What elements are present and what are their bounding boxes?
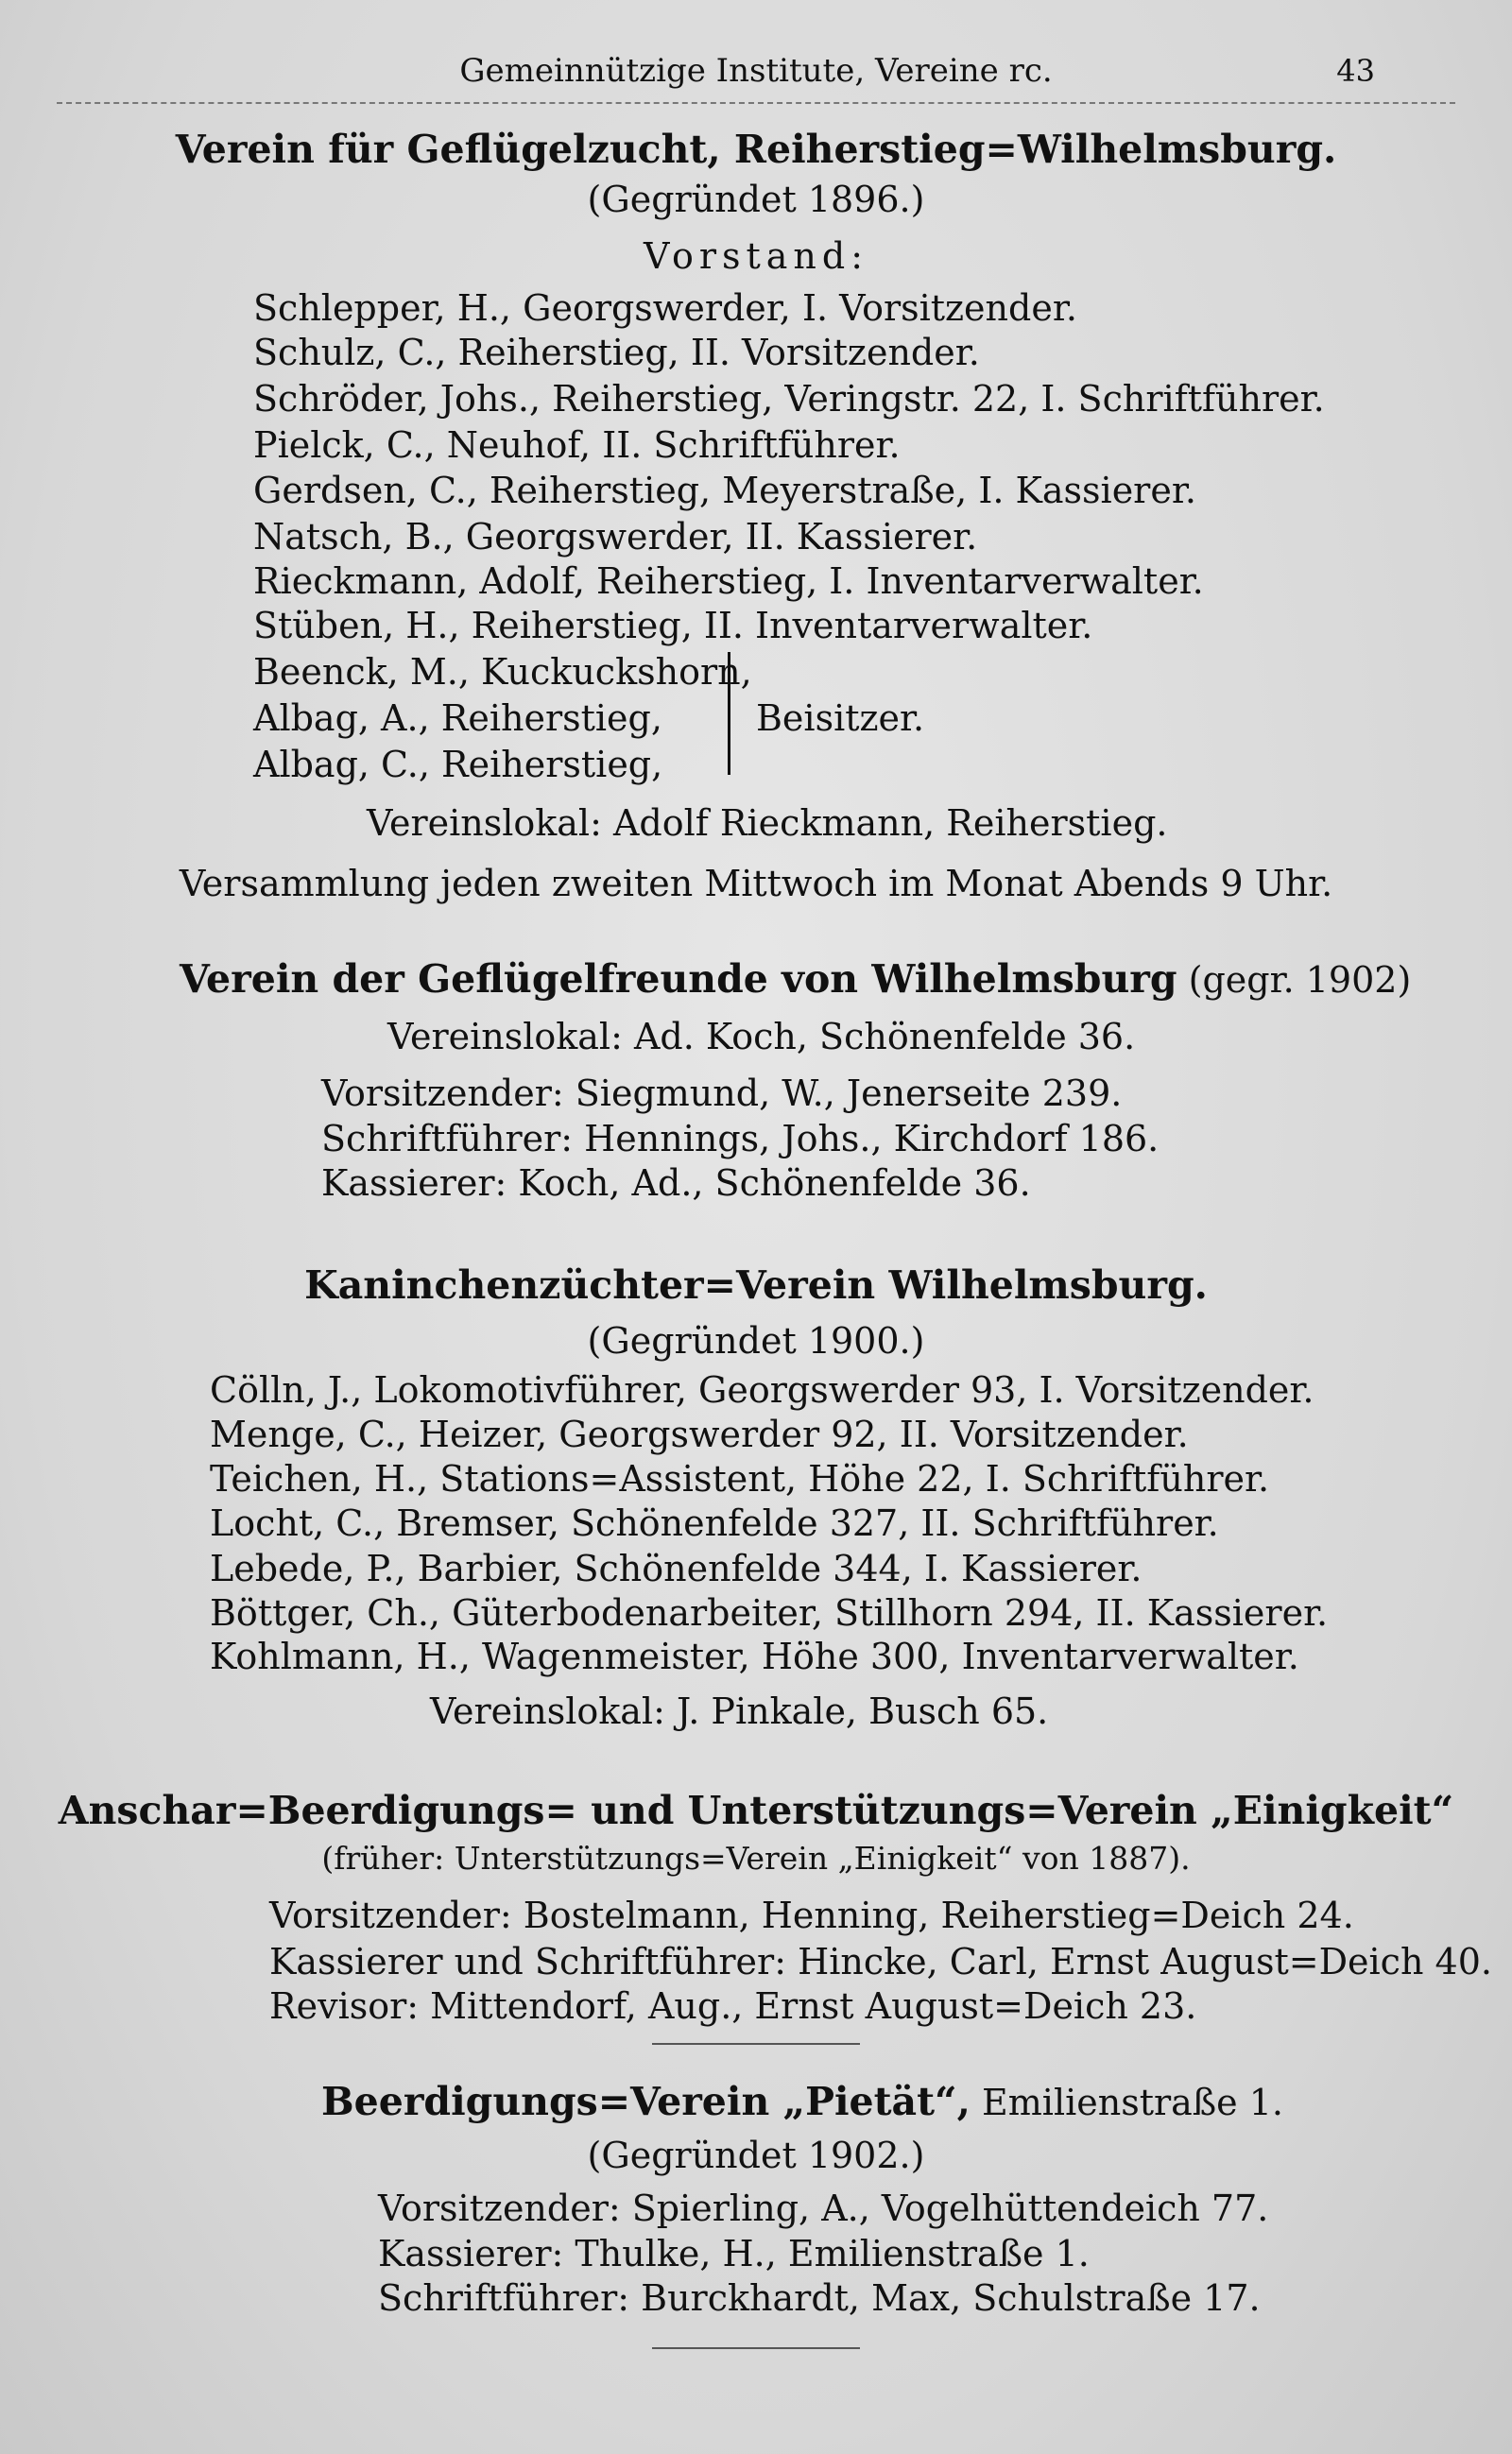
member-line: Schröder, Johs., Reiherstieg, Veringstr. 22, I. Schriftführer. bbox=[253, 378, 1325, 420]
section-title-suffix: Emilienstraße 1. bbox=[982, 2082, 1284, 2123]
section-founded: (Gegründet 1900.) bbox=[587, 1320, 925, 1362]
member-line: Cölln, J., Lokomotivführer, Georgswerder 93, I. Vorsitzender. bbox=[210, 1369, 1314, 1411]
header-rule bbox=[57, 102, 1455, 104]
officer-line: Vorsitzender: Spierling, A., Vogelhüttendeich 77. bbox=[378, 2188, 1269, 2229]
member-line: Rieckmann, Adolf, Reiherstieg, I. Inventarverwalter. bbox=[253, 560, 1204, 602]
member-line: Stüben, H., Reiherstieg, II. Inventarverwalter. bbox=[253, 605, 1093, 646]
section-founded: (Gegründet 1902.) bbox=[587, 2135, 925, 2176]
member-line: Teichen, H., Stations=Assistent, Höhe 22, I. Schriftführer. bbox=[210, 1458, 1270, 1500]
officer-line: Kassierer: Koch, Ad., Schönenfelde 36. bbox=[321, 1162, 1031, 1204]
section-founded: (gegr. 1902) bbox=[1188, 959, 1412, 1001]
section-title-einigkeit: Anschar=Beerdigungs= und Unterstützungs=Verein „Einigkeit“ bbox=[58, 1788, 1454, 1833]
member-line: Kohlmann, H., Wagenmeister, Höhe 300, Inventarverwalter. bbox=[210, 1636, 1299, 1677]
assessors-label: Beisitzer. bbox=[756, 697, 925, 739]
assessor-line: Beenck, M., Kuckuckshorn, bbox=[253, 651, 752, 693]
member-line: Natsch, B., Georgswerder, II. Kassierer. bbox=[253, 516, 978, 558]
board-heading: Vorstand: bbox=[643, 235, 869, 277]
section-title-kaninchen: Kaninchenzüchter=Verein Wilhelmsburg. bbox=[304, 1262, 1208, 1308]
venue-line: Vereinslokal: J. Pinkale, Busch 65. bbox=[430, 1690, 1049, 1732]
officer-line: Schriftführer: Burckhardt, Max, Schulstraße 17. bbox=[378, 2277, 1261, 2319]
section-title-pietaet bbox=[321, 2079, 1284, 2124]
assessor-line: Albag, C., Reiherstieg, bbox=[253, 744, 663, 785]
assessor-line: Albag, A., Reiherstieg, bbox=[253, 697, 662, 739]
member-line: Lebede, P., Barbier, Schönenfelde 344, I. Kassierer. bbox=[210, 1548, 1143, 1589]
section-founded: (Gegründet 1896.) bbox=[587, 179, 925, 220]
section-divider bbox=[652, 2043, 860, 2045]
officer-line: Kassierer und Schriftführer: Hincke, Carl, Ernst August=Deich 40. bbox=[269, 1941, 1492, 1982]
curly-brace bbox=[714, 652, 730, 775]
member-line: Menge, C., Heizer, Georgswerder 92, II. Vorsitzender. bbox=[210, 1414, 1189, 1455]
section-divider bbox=[652, 2347, 860, 2349]
member-line: Locht, C., Bremser, Schönenfelde 327, II. Schriftführer. bbox=[210, 1502, 1219, 1544]
member-line: Schlepper, H., Georgswerder, I. Vorsitzender. bbox=[253, 287, 1077, 329]
officer-line: Vorsitzender: Siegmund, W., Jenerseite 239. bbox=[321, 1073, 1123, 1114]
venue-line: Vereinslokal: Ad. Koch, Schönenfelde 36. bbox=[387, 1016, 1136, 1057]
member-line: Pielck, C., Neuhof, II. Schriftführer. bbox=[253, 424, 901, 466]
section-title-gefluegelzucht: Verein für Geflügelzucht, Reiherstieg=Wilhelmsburg. bbox=[175, 127, 1337, 172]
officer-line: Vorsitzender: Bostelmann, Henning, Reiherstieg=Deich 24. bbox=[269, 1895, 1354, 1936]
officer-line: Kassierer: Thulke, H., Emilienstraße 1. bbox=[378, 2233, 1090, 2274]
section-title-gefluegelfreunde bbox=[180, 956, 1412, 1002]
officer-line: Revisor: Mittendorf, Aug., Ernst August=Deich 23. bbox=[269, 1985, 1197, 2027]
section-title: Beerdigungs=Verein „Pietät“, bbox=[321, 2079, 971, 2124]
meeting-line: Versammlung jeden zweiten Mittwoch im Monat Abends 9 Uhr. bbox=[179, 863, 1333, 904]
section-title: Verein der Geflügelfreunde von Wilhelmsburg bbox=[180, 956, 1177, 1002]
member-line: Gerdsen, C., Reiherstieg, Meyerstraße, I. Kassierer. bbox=[253, 470, 1196, 511]
section-subtitle: (früher: Unterstützungs=Verein „Einigkeit“ von 1887). bbox=[321, 1840, 1191, 1877]
page-number: 43 bbox=[1336, 53, 1375, 89]
officer-line: Schriftführer: Hennings, Johs., Kirchdorf 186. bbox=[321, 1118, 1160, 1159]
member-line: Böttger, Ch., Güterbodenarbeiter, Stillhorn 294, II. Kassierer. bbox=[210, 1592, 1329, 1634]
running-header: Gemeinnützige Institute, Vereine rc. bbox=[459, 52, 1053, 90]
venue-line: Vereinslokal: Adolf Rieckmann, Reiherstieg. bbox=[367, 802, 1168, 844]
member-line: Schulz, C., Reiherstieg, II. Vorsitzender. bbox=[253, 332, 980, 373]
